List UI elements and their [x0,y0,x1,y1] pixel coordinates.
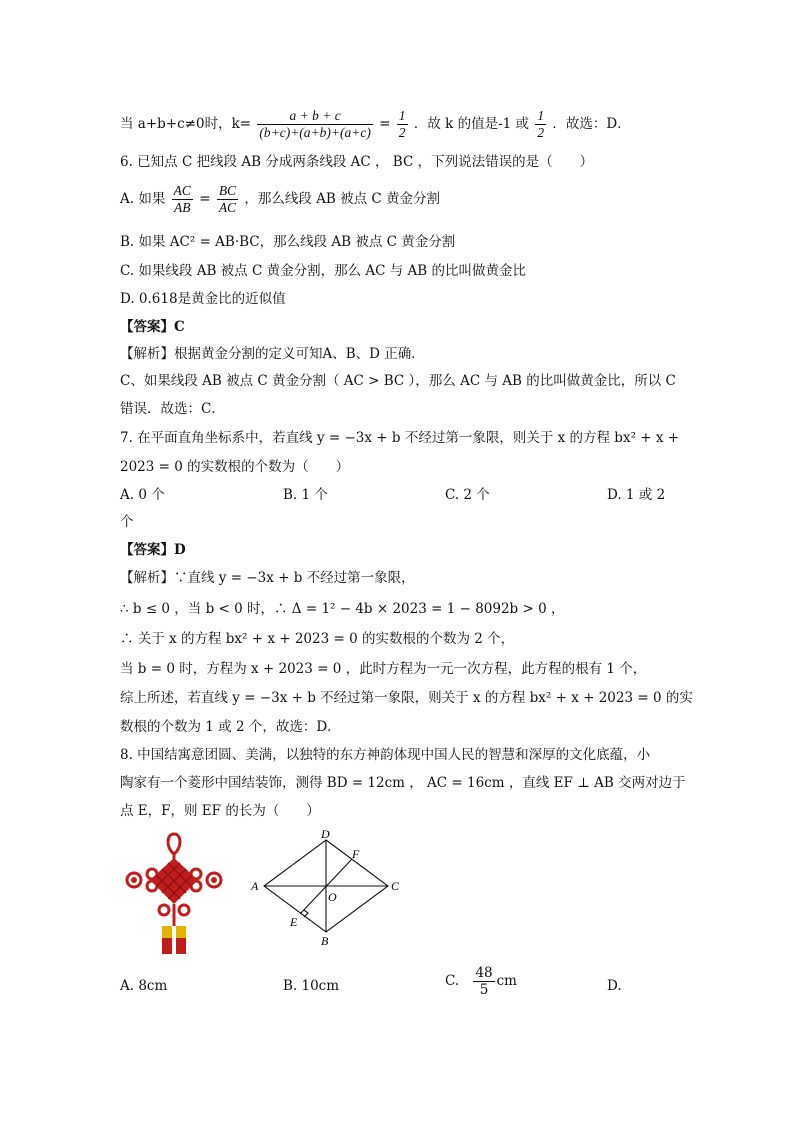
q6-answer: 【答案】C [120,319,185,335]
q7-option-b: B. 1 个 [283,487,328,503]
right-angle-mark [304,910,308,917]
label-d: D [321,828,330,841]
q6-analysis-2: C、如果线段 AB 被点 C 黄金分割（ AC > BC ），那么 AC 与 AB 的比叫做黄金比，所以 C [120,373,676,389]
prev-eq: = [379,116,391,132]
q8-stem-3: 点 E，F，则 EF 的长为（ ） [120,803,320,819]
prev-half-2: $\frac{1}{2}$ [537,108,545,140]
rhombus-diagram [248,828,408,952]
q7-option-c: C. 2 个 [445,487,490,503]
q7-analysis-6: 数根的个数为 1 或 2 个，故选：D． [120,719,341,735]
q8-stem-2: 陶家有一个菱形中国结装饰，测得 BD = 12cm ， AC = 16cm ，直线 EF ⊥ AB 交两对边于 [120,775,686,791]
q6-analysis-1: 【解析】根据黄金分割的定义可知A、B、D 正确． [120,346,425,362]
prev-answer-line [120,108,631,141]
prev-end: ．故选：D． [552,116,631,132]
q6-option-a: A. 如果 $\frac{AC}{AB}$ = $\frac{BC}{AC}$ ，那么线段 AB 被点 C 黄金分割 [120,183,441,215]
q6-option-b: B. 如果 AC² = AB·BC，那么线段 AB 被点 C 黄金分割 [120,234,456,250]
q7-stem-2: 2023 = 0 的实数根的个数为（ ） [120,459,350,475]
label-o: O [328,890,337,904]
label-f: F [352,847,360,861]
q6-a-frac-2: $\frac{BC}{AC}$ [218,183,237,215]
label-b: B [321,934,329,948]
q7-option-d-wrap: 个 [120,514,134,530]
prev-frac-den: (b+c)+(a+b)+(a+c) [259,125,371,140]
q8-option-d: D. [607,978,622,994]
q7-analysis-2: ∴ b ≤ 0 ，当 b < 0 时，∴ Δ = 1² − 4b × 2023 = 1 − 8092b > 0 ， [120,601,565,617]
chinese-knot-image [122,830,226,958]
q6-option-c: C. 如果线段 AB 被点 C 黄金分割，那么 AC 与 AB 的比叫做黄金比 [120,263,527,279]
prev-frac-num: a + b + c [257,108,373,125]
q8-option-c-fraction: $\frac{48}{5}$ [475,965,493,998]
prev-fraction [257,108,373,141]
q6-analysis-3: 错误．故选：C． [120,401,225,417]
label-c: C [391,879,400,893]
q7-stem-1: 7. 在平面直角坐标系中，若直线 y = −3x + b 不经过第一象限，则关于 x 的方程 bx² + x + [120,430,680,446]
q8-option-b: B. 10cm [283,978,340,994]
q8-stem-1: 8. 中国结寓意团圆、美满，以独特的东方神韵体现中国人民的智慧和深厚的文化底蕴，小 [120,747,651,763]
prev-half-1: $\frac{1}{2}$ [398,108,406,140]
q6-option-d: D. 0.618是黄金比的近似值 [120,291,286,307]
q7-option-a: A. 0 个 [120,487,165,503]
q7-analysis-4: 当 b = 0 时，方程为 x + 2023 = 0 ，此时方程为一元一次方程，此方程的根有 1 个， [120,661,647,677]
q6-stem: 6. 已知点 C 把线段 AB 分成两条线段 AC ， BC ，下列说法错误的是（ ） [120,154,594,170]
q7-analysis-1: 【解析】∵直线 y = −3x + b 不经过第一象限， [120,570,415,586]
q7-option-d: D. 1 或 2 [607,487,666,503]
q7-answer: 【答案】D [120,542,186,558]
label-e: E [290,915,298,929]
q8-option-c: C. $\frac{48}{5}$ cm [445,965,517,998]
q7-analysis-3: ∴ 关于 x 的方程 bx² + x + 2023 = 0 的实数根的个数为 2 个， [120,631,515,647]
q8-option-a: A. 8cm [120,978,168,994]
prev-mid: ．故 k 的值是-1 或 [413,116,530,132]
q7-analysis-5: 综上所述，若直线 y = −3x + b 不经过第一象限，则关于 x 的方程 bx² + x + 2023 = 0 的实 [120,690,693,706]
label-a: A [251,879,259,893]
prev-prefix: 当 a+b+c≠0时，k= [120,116,252,132]
q6-a-frac-1: $\frac{AC}{AB}$ [173,183,191,215]
